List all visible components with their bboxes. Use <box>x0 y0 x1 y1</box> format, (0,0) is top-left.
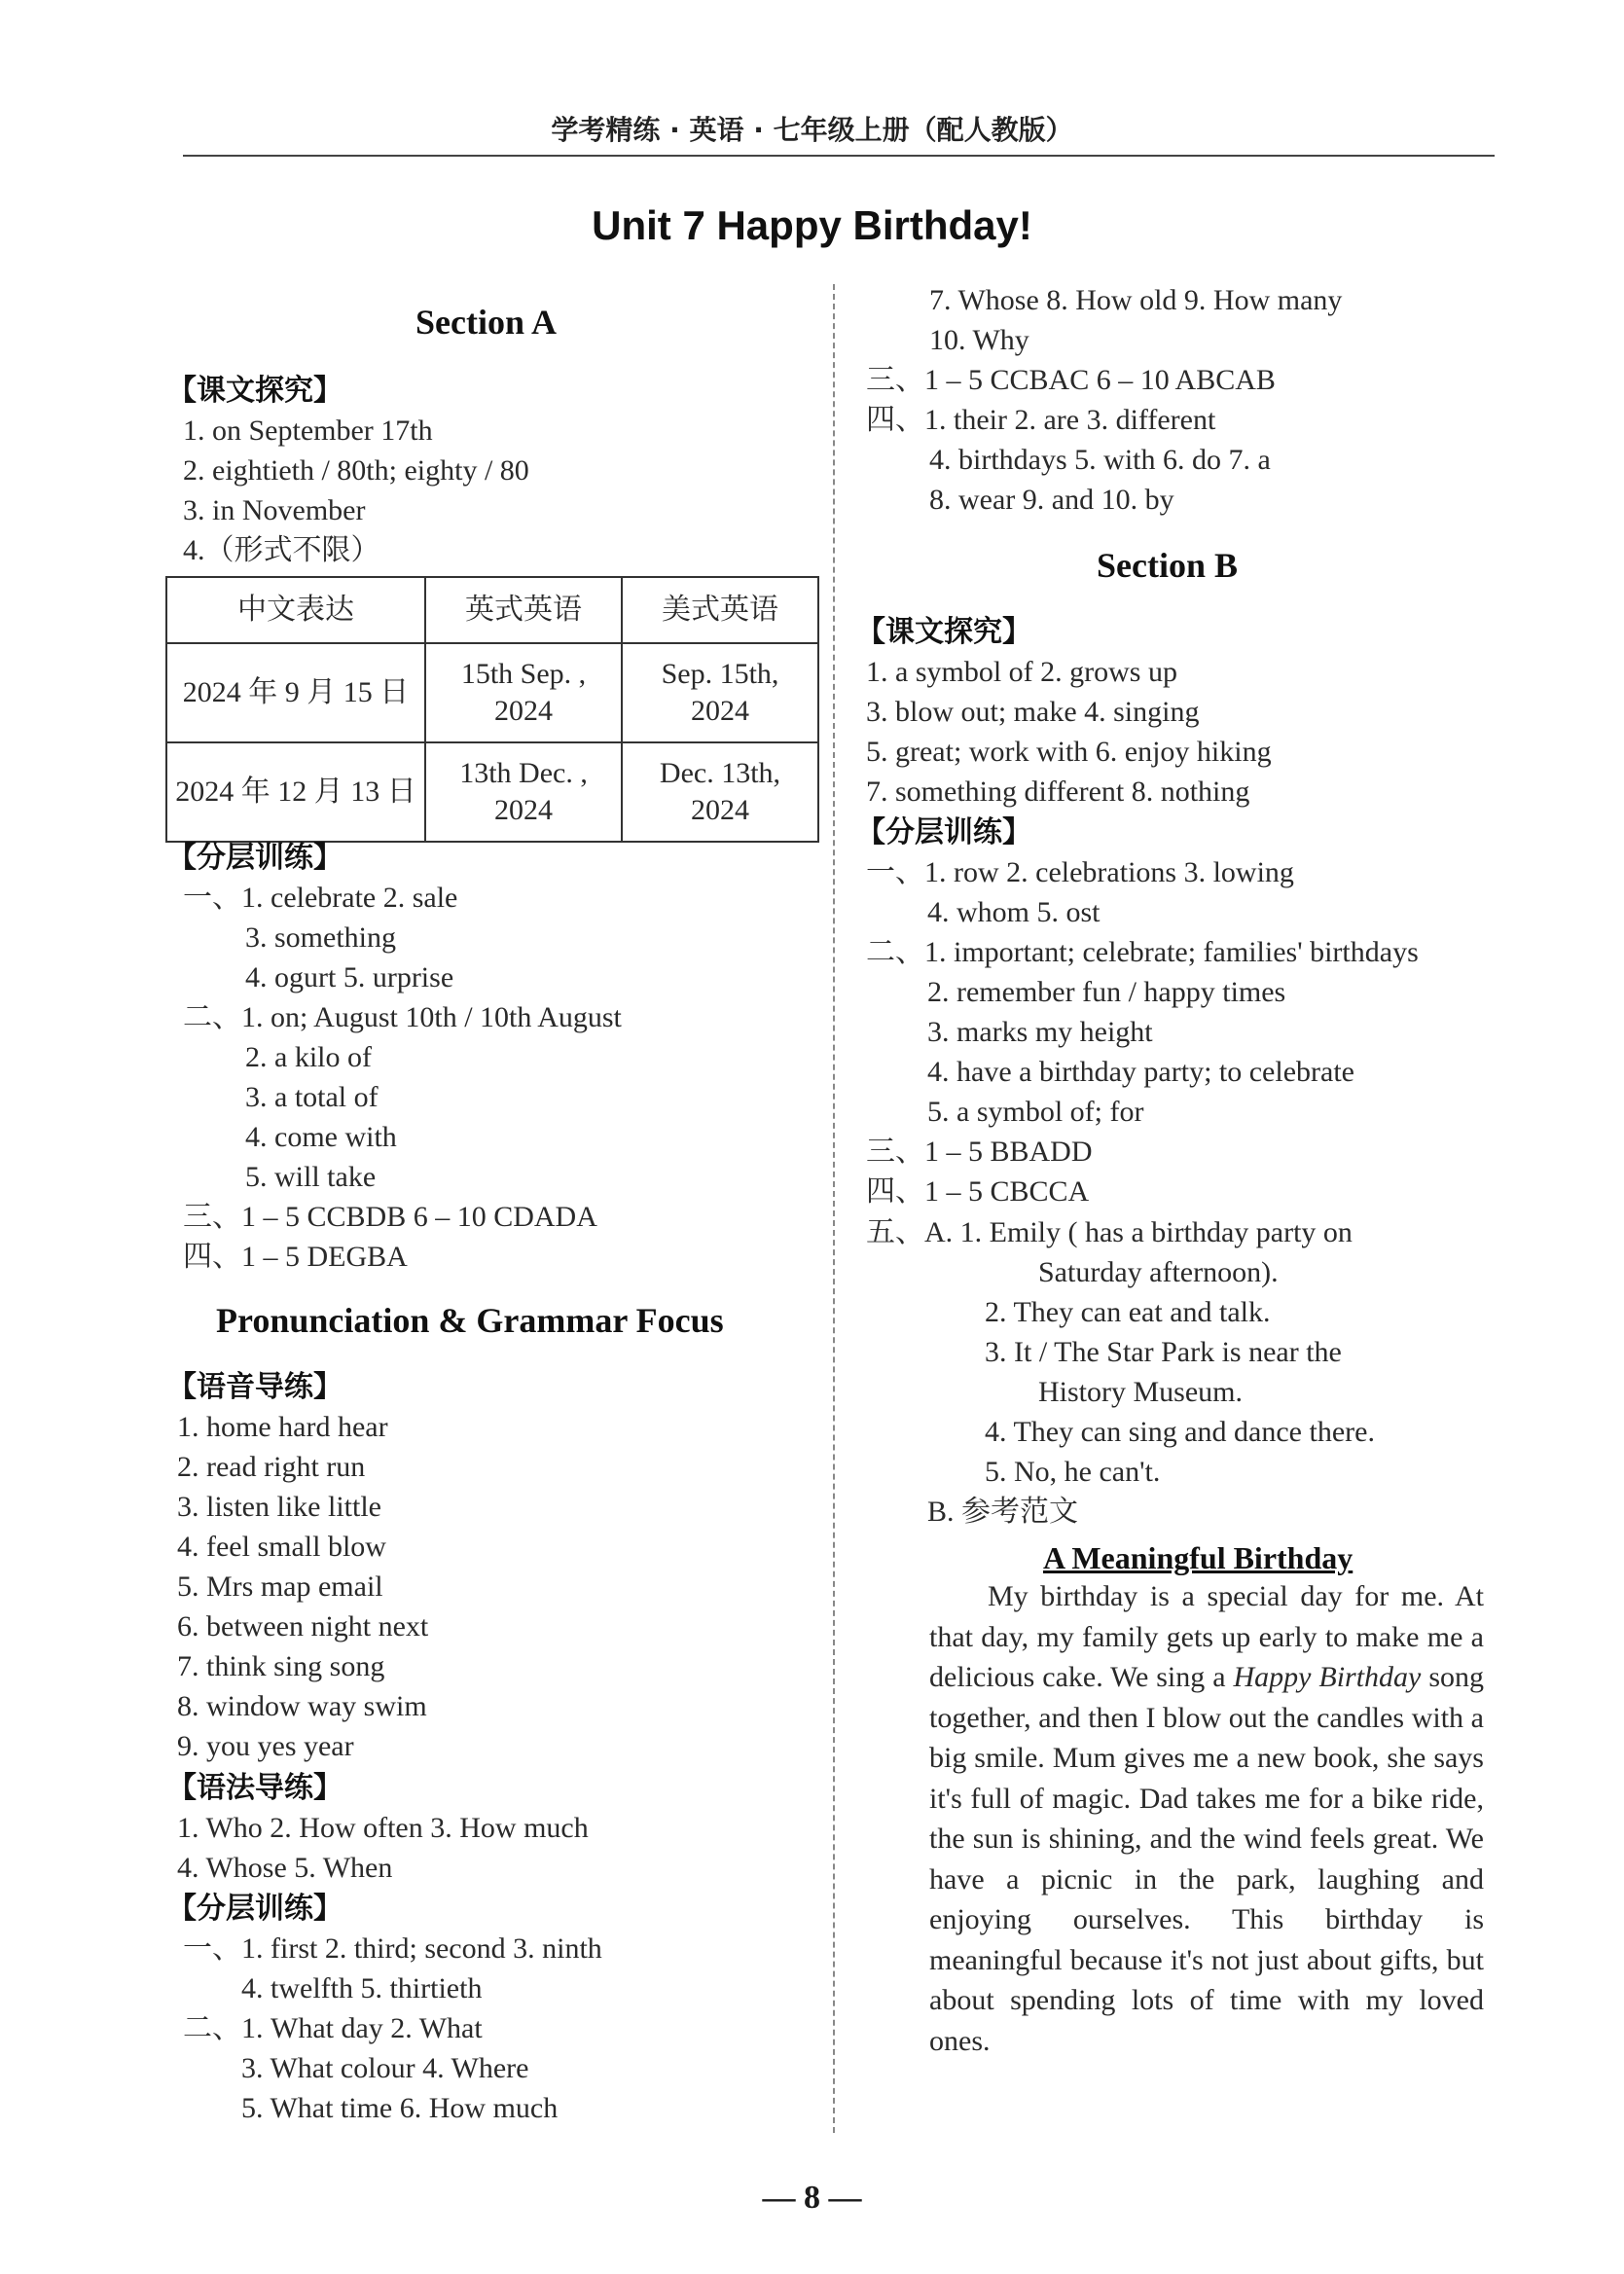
answer-line: 3. in November <box>183 494 366 526</box>
answer-line: 二、1. important; celebrate; families' birthdays <box>866 936 1419 968</box>
answer-line: 5. No, he can't. <box>985 1456 1161 1488</box>
header-rule <box>183 155 1495 157</box>
answer-line: 4. Whose 5. When <box>177 1852 393 1884</box>
section-b-explore-tag: 【课文探究】 <box>856 615 1031 649</box>
answer-line: 3. blow out; make 4. singing <box>866 696 1200 728</box>
section-b-practice-tag: 【分层训练】 <box>856 815 1031 849</box>
answer-line: B. 参考范文 <box>927 1496 1079 1528</box>
essay-body <box>929 1576 1484 2061</box>
essay-text: My birthday is a special day for me. At that day, my family gets up early to make me a delicious cake. We sing a <box>929 1580 1484 1693</box>
answer-line: 2. a kilo of <box>245 1041 372 1073</box>
answer-line: 一、1. celebrate 2. sale <box>183 882 458 914</box>
table-cell-uk <box>425 643 622 742</box>
running-header: 学考精练 · 英语 · 七年级上册（配人教版） <box>551 114 1073 146</box>
answer-line: 1. a symbol of 2. grows up <box>866 656 1177 688</box>
table-header-cell: 中文表达 <box>166 577 425 643</box>
table-header-row <box>166 577 818 643</box>
answer-line: 3. marks my height <box>927 1016 1153 1048</box>
answer-line: 五、A. 1. Emily ( has a birthday party on <box>866 1216 1353 1248</box>
answer-line: 7. something different 8. nothing <box>866 776 1250 808</box>
essay-text: song together, and then I blow out the candles with a big smile. Mum gives me a new book, she says it's full of magic. Dad takes me for a bike ride, the sun is shining, and the wind feels great. We have a picnic in the park, laughing and enjoying ourselves. This birthday is meaningful because it's not just about gifts, but about spending lots of time with my loved ones. <box>929 1661 1484 2057</box>
answer-line: 三、1 – 5 CCBAC 6 – 10 ABCAB <box>866 364 1276 396</box>
answer-line: 4. ogurt 5. urprise <box>245 961 454 993</box>
pgf-practice-tag: 【分层训练】 <box>167 1892 343 1926</box>
answer-line: 三、1 – 5 BBADD <box>866 1136 1093 1168</box>
column-divider <box>833 284 835 2133</box>
cell-line: 2024 <box>494 794 554 826</box>
answer-line: 4. twelfth 5. thirtieth <box>241 1972 483 2004</box>
pgf-title: Pronunciation & Grammar Focus <box>216 1301 724 1340</box>
cell-line: 2024 <box>494 695 554 727</box>
answer-line: Saturday afternoon). <box>1038 1256 1279 1288</box>
answer-line: 3. What colour 4. Where <box>241 2052 529 2084</box>
answer-line: 7. Whose 8. How old 9. How many <box>929 284 1343 316</box>
section-a-practice-tag: 【分层训练】 <box>167 841 343 875</box>
page-number: — 8 — <box>762 2180 862 2216</box>
table-header-cell: 美式英语 <box>622 577 818 643</box>
answer-line: 四、1 – 5 CBCCA <box>866 1175 1090 1208</box>
answer-line: 3. It / The Star Park is near the <box>985 1336 1342 1368</box>
section-b-title: Section B <box>1097 546 1239 585</box>
answer-line: 1. on September 17th <box>183 415 433 447</box>
answer-line: 4.（形式不限） <box>183 534 380 566</box>
table-cell-us <box>622 742 818 842</box>
answer-line: 4. come with <box>245 1121 397 1153</box>
answer-line: 4. They can sing and dance there. <box>985 1416 1375 1448</box>
answer-line: 2. remember fun / happy times <box>927 976 1286 1008</box>
answer-line: 二、1. on; August 10th / 10th August <box>183 1001 622 1033</box>
answer-line: 5. Mrs map email <box>177 1570 383 1603</box>
answer-line: History Museum. <box>1038 1376 1243 1408</box>
answer-line: 3. listen like little <box>177 1491 381 1523</box>
table-cell-cn: 2024 年 12 月 13 日 <box>166 742 425 842</box>
essay-song-title: Happy Birthday <box>1233 1661 1422 1693</box>
cell-line: 15th Sep. , <box>460 658 587 690</box>
answer-line: 4. feel small blow <box>177 1531 386 1563</box>
cell-line: 2024 <box>691 695 749 727</box>
section-a-title: Section A <box>415 303 558 342</box>
unit-title: Unit 7 Happy Birthday! <box>592 202 1032 248</box>
date-format-table <box>165 576 819 843</box>
answer-line: 8. wear 9. and 10. by <box>929 484 1174 516</box>
answer-line: 5. will take <box>245 1161 377 1193</box>
answer-line: 4. birthdays 5. with 6. do 7. a <box>929 444 1271 476</box>
answer-line: 5. What time 6. How much <box>241 2092 559 2124</box>
essay-title: A Meaningful Birthday <box>1043 1540 1353 1575</box>
cell-line: 2024 <box>691 794 749 826</box>
table-row <box>166 742 818 842</box>
answer-line: 3. something <box>245 921 396 954</box>
table-header-cell: 英式英语 <box>425 577 622 643</box>
answer-line: 2. They can eat and talk. <box>985 1296 1271 1328</box>
answer-line: 9. you yes year <box>177 1730 354 1762</box>
answer-line: 5. a symbol of; for <box>927 1096 1144 1128</box>
cell-line: Sep. 15th, <box>661 658 779 690</box>
answer-line: 3. a total of <box>245 1081 379 1113</box>
cell-line: Dec. 13th, <box>659 757 781 789</box>
answer-line: 2. read right run <box>177 1451 366 1483</box>
answer-line: 一、1. first 2. third; second 3. ninth <box>183 1932 602 1965</box>
section-a-explore-tag: 【课文探究】 <box>167 374 343 408</box>
table-cell-us <box>622 643 818 742</box>
answer-line: 2. eightieth / 80th; eighty / 80 <box>183 454 529 487</box>
answer-line: 1. Who 2. How often 3. How much <box>177 1812 589 1844</box>
table-cell-cn: 2024 年 9 月 15 日 <box>166 643 425 742</box>
pgf-grammar-tag: 【语法导练】 <box>167 1771 343 1805</box>
answer-line: 1. home hard hear <box>177 1411 388 1443</box>
answer-line: 4. have a birthday party; to celebrate <box>927 1056 1354 1088</box>
answer-line: 4. whom 5. ost <box>927 896 1101 928</box>
answer-line: 5. great; work with 6. enjoy hiking <box>866 736 1272 768</box>
answer-line: 一、1. row 2. celebrations 3. lowing <box>866 856 1294 888</box>
answer-line: 6. between night next <box>177 1610 429 1642</box>
answer-line: 7. think sing song <box>177 1650 385 1682</box>
table-cell-uk <box>425 742 622 842</box>
answer-line: 10. Why <box>929 324 1029 356</box>
answer-line: 三、1 – 5 CCBDB 6 – 10 CDADA <box>183 1201 597 1233</box>
answer-line: 四、1. their 2. are 3. different <box>866 404 1216 436</box>
answer-line: 四、1 – 5 DEGBA <box>183 1241 408 1273</box>
answer-line: 8. window way swim <box>177 1690 427 1722</box>
answer-line: 二、1. What day 2. What <box>183 2012 483 2044</box>
table-row <box>166 643 818 742</box>
pgf-phonics-tag: 【语音导练】 <box>167 1370 343 1404</box>
cell-line: 13th Dec. , <box>459 757 588 789</box>
